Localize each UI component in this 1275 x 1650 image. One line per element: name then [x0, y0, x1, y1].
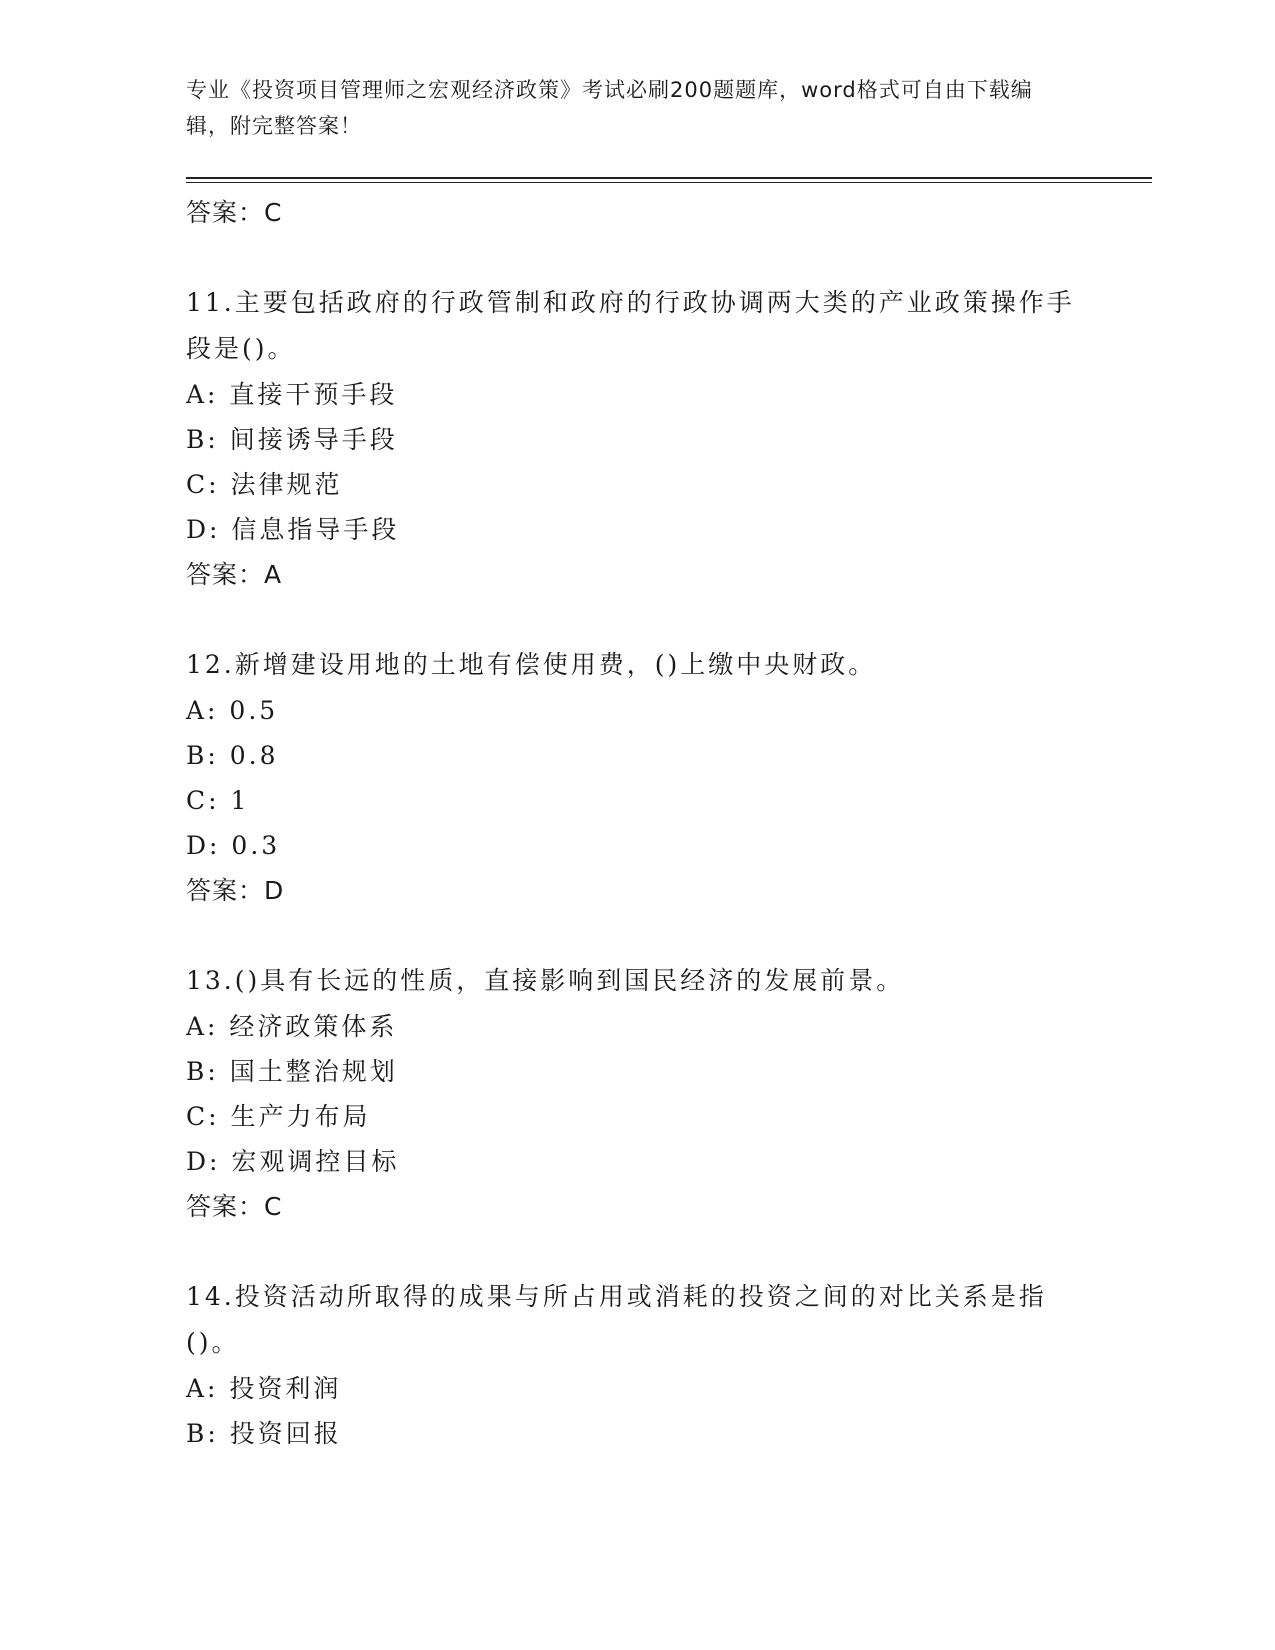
- option-a: A: 0.5: [186, 696, 279, 725]
- option-a: A: 直接干预手段: [186, 380, 398, 409]
- question-stem: 14.投资活动所取得的成果与所占用或消耗的投资之间的对比关系是指()。: [186, 1282, 1047, 1357]
- question-stem: 13.()具有长远的性质，直接影响到国民经济的发展前景。: [186, 966, 905, 995]
- option-b: B: 间接诱导手段: [186, 425, 398, 454]
- header-rule-thin: [186, 182, 1152, 183]
- answer-line: 答案：D: [186, 876, 285, 905]
- option-a: A: 投资利润: [186, 1374, 342, 1403]
- question-13: [186, 958, 1086, 1230]
- question-stem: 12.新增建设用地的土地有偿使用费，()上缴中央财政。: [186, 650, 877, 679]
- answer-line: 答案：C: [186, 198, 283, 227]
- question-stem: 11.主要包括政府的行政管制和政府的行政协调两大类的产业政策操作手段是()。: [186, 288, 1075, 363]
- question-12: [186, 642, 1086, 914]
- document-header: 专业《投资项目管理师之宏观经济政策》考试必刷200题题库，word格式可自由下载编辑，附完整答案！: [186, 78, 1033, 138]
- option-a: A: 经济政策体系: [186, 1012, 398, 1041]
- option-d: D: 信息指导手段: [186, 515, 400, 544]
- option-b: B: 0.8: [186, 741, 279, 770]
- option-d: D: 宏观调控目标: [186, 1147, 400, 1176]
- question-14: [186, 1274, 1086, 1456]
- question-11: [186, 280, 1086, 598]
- option-d: D: 0.3: [186, 831, 281, 860]
- answer-line: 答案：C: [186, 1192, 283, 1221]
- option-c: C: 1: [186, 786, 250, 815]
- question-list: [186, 190, 1086, 1456]
- option-b: B: 投资回报: [186, 1419, 342, 1448]
- answer-line: 答案：A: [186, 560, 283, 589]
- option-c: C: 法律规范: [186, 470, 343, 499]
- option-c: C: 生产力布局: [186, 1102, 371, 1131]
- header-rule-thick: [186, 177, 1152, 179]
- option-b: B: 国土整治规划: [186, 1057, 398, 1086]
